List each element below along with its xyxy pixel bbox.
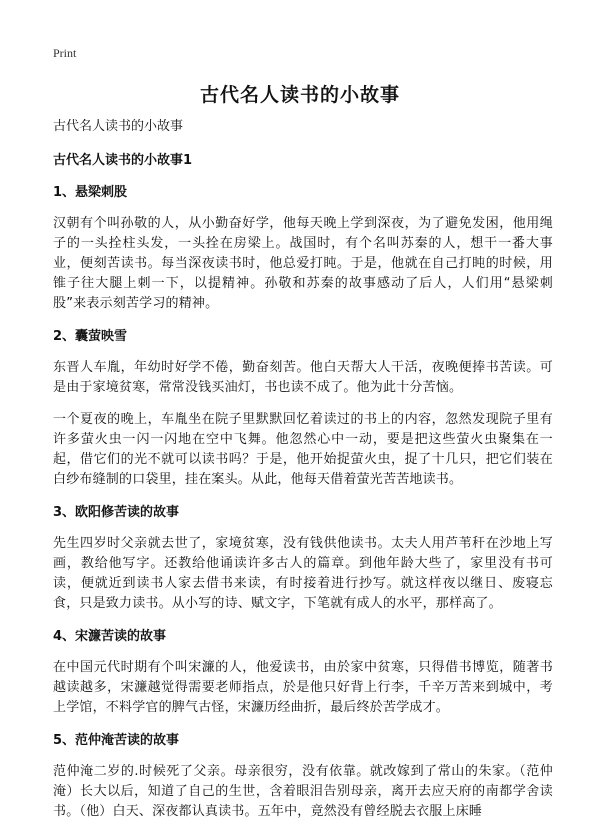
section-heading: 3、欧阳修苦读的故事 <box>53 505 180 520</box>
section-heading: 2、囊萤映雪 <box>53 329 128 344</box>
document-body <box>53 118 553 834</box>
section-heading: 1、悬梁刺股 <box>53 185 128 200</box>
section-paragraph: 一个夏夜的晚上，车胤坐在院子里默默回忆着读过的书上的内容，忽然发现院子里有许多萤火虫一闪一闪地在空中飞舞。他忽然心中一动，要是把这些萤火虫聚集在一起，借它们的光不就可以读书吗？于是，他开始捉萤火虫，捉了十几只，把它们装在白纱布缝制的口袋里，挂在案头。从此，他每天借着萤光苦苦地读书。 <box>53 412 553 487</box>
document-title: 古代名人读书的小故事 <box>199 84 400 106</box>
section-paragraph: 东晋人车胤，年幼时好学不倦，勤奋刻苦。他白天帮大人干活，夜晚便捧书苦读。可是由于家境贫寒，常常没钱买油灯，书也读不成了。他为此十分苦恼。 <box>53 360 553 395</box>
section-1 <box>53 184 553 314</box>
section-heading: 4、宋濂苦读的故事 <box>53 629 167 644</box>
section-4 <box>53 628 553 718</box>
document-subtitle: 古代名人读书的小故事 <box>53 119 184 134</box>
section-paragraph: 在中国元代时期有个叫宋濂的人，他爱读书，由於家中贫寒，只得借书博览，随著书越读越多，宋濂越觉得需要老师指点，於是他只好背上行李，千辛万苦来到城中，考上学馆，不料学官的脾气古怪，宋濂历经曲折，最后终於苦学成才。 <box>53 660 553 715</box>
section-3 <box>53 504 553 614</box>
section-group-heading: 古代名人读书的小故事1 <box>53 153 193 168</box>
section-2 <box>53 328 553 490</box>
section-paragraph: 范仲淹二岁的.时候死了父亲。母亲很穷，没有依靠。就改嫁到了常山的朱家。（范仲淹）长大以后，知道了自己的生世，含着眼泪告别母亲，离开去应天府的南都学舍读书。（他）白天、深夜都认真读书。五年中，竟然没有曾经脱去衣服上床睡 <box>53 764 553 819</box>
print-label: Print <box>53 46 77 60</box>
section-heading: 5、范仲淹苦读的故事 <box>53 733 180 748</box>
section-paragraph: 汉朝有个叫孙敬的人，从小勤奋好学，他每天晚上学到深夜，为了避免发困，他用绳子的一头拴柱头发，一头拴在房梁上。战国时，有个名叫苏秦的人，想干一番大事业，便刻苦读书。每当深夜读书时，他总爱打盹。于是，他就在自己打盹的时候，用锥子往大腿上刺一下，以提精神。孙敬和苏秦的故事感动了后人，人们用“悬梁刺股”来表示刻苦学习的精神。 <box>53 216 553 311</box>
section-5 <box>53 732 553 822</box>
section-paragraph: 先生四岁时父亲就去世了，家境贫寒，没有钱供他读书。太夫人用芦苇秆在沙地上写画，教给他写字。还教给他诵读许多古人的篇章。到他年龄大些了，家里没有书可读，便就近到读书人家去借书来读，有时接着进行抄写。就这样夜以继日、废寝忘食，只是致力读书。从小写的诗、赋文字，下笔就有成人的水平，那样高了。 <box>53 536 553 611</box>
